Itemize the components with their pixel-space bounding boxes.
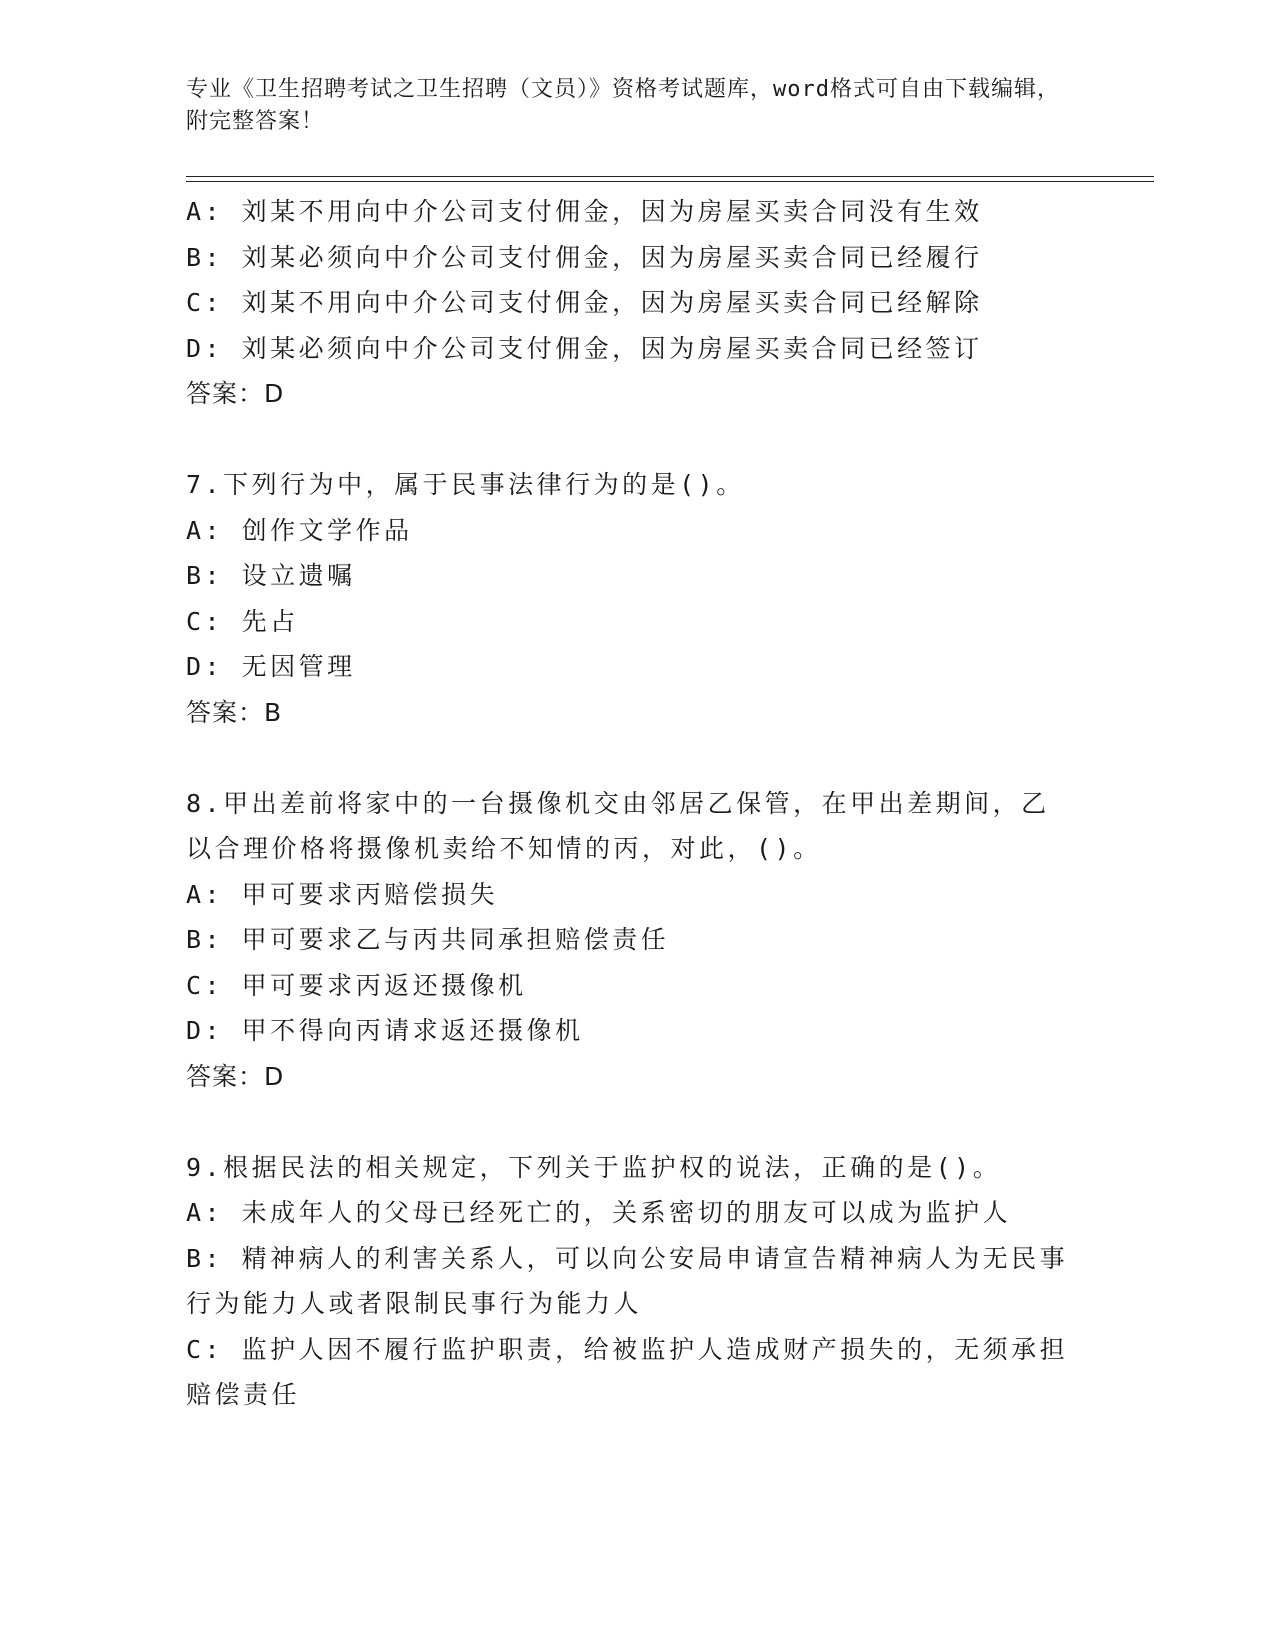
option-a: A: 刘某不用向中介公司支付佣金，因为房屋买卖合同没有生效 [186, 197, 983, 226]
option-c: C: 先占 [186, 606, 299, 636]
option-d: D: 甲不得向丙请求返还摄像机 [186, 1016, 584, 1045]
spacer [186, 417, 1076, 463]
question-list [186, 189, 1076, 1418]
header-divider-top [186, 176, 1154, 177]
answer-line: 答案：B [186, 697, 283, 727]
option-c: C: 监护人因不履行监护职责，给被监护人造成财产损失的，无须承担赔偿责任 [186, 1334, 1069, 1409]
option-a: A: 未成年人的父母已经死亡的，关系密切的朋友可以成为监护人 [186, 1198, 1012, 1227]
answer-line: 答案：D [186, 1061, 285, 1091]
option-a: A: 甲可要求丙赔偿损失 [186, 879, 499, 909]
question-text: 8.甲出差前将家中的一台摄像机交由邻居乙保管，在甲出差期间，乙以合理价格将摄像机卖给不知情的丙，对此，()。 [186, 788, 1050, 863]
option-d: D: 刘某必须向中介公司支付佣金，因为房屋买卖合同已经签订 [186, 333, 983, 363]
question-9-block [186, 1145, 1076, 1418]
option-b: B: 设立遗嘱 [186, 561, 356, 590]
header-divider-bottom [186, 181, 1154, 182]
document-header: 专业《卫生招聘考试之卫生招聘（文员）》资格考试题库，word格式可自由下载编辑，附完整答案！ [186, 77, 1060, 134]
question-text: 9.根据民法的相关规定，下列关于监护权的说法，正确的是()。 [186, 1152, 1002, 1182]
question-8-block [186, 781, 1076, 1100]
spacer [186, 735, 1076, 781]
answer-line: 答案：D [186, 379, 285, 408]
option-d: D: 无因管理 [186, 652, 356, 681]
option-a: A: 创作文学作品 [186, 515, 413, 545]
option-b: B: 甲可要求乙与丙共同承担赔偿责任 [186, 925, 670, 954]
question-text: 7.下列行为中，属于民事法律行为的是()。 [186, 470, 745, 499]
option-b: B: 精神病人的利害关系人，可以向公安局申请宣告精神病人为无民事行为能力人或者限制民事行为能力人 [186, 1243, 1069, 1318]
question-7-block [186, 462, 1076, 735]
option-c: C: 甲可要求丙返还摄像机 [186, 970, 527, 1000]
option-c: C: 刘某不用向中介公司支付佣金，因为房屋买卖合同已经解除 [186, 288, 983, 317]
question-6-block [186, 189, 1076, 417]
option-b: B: 刘某必须向中介公司支付佣金，因为房屋买卖合同已经履行 [186, 242, 983, 272]
spacer [186, 1099, 1076, 1145]
